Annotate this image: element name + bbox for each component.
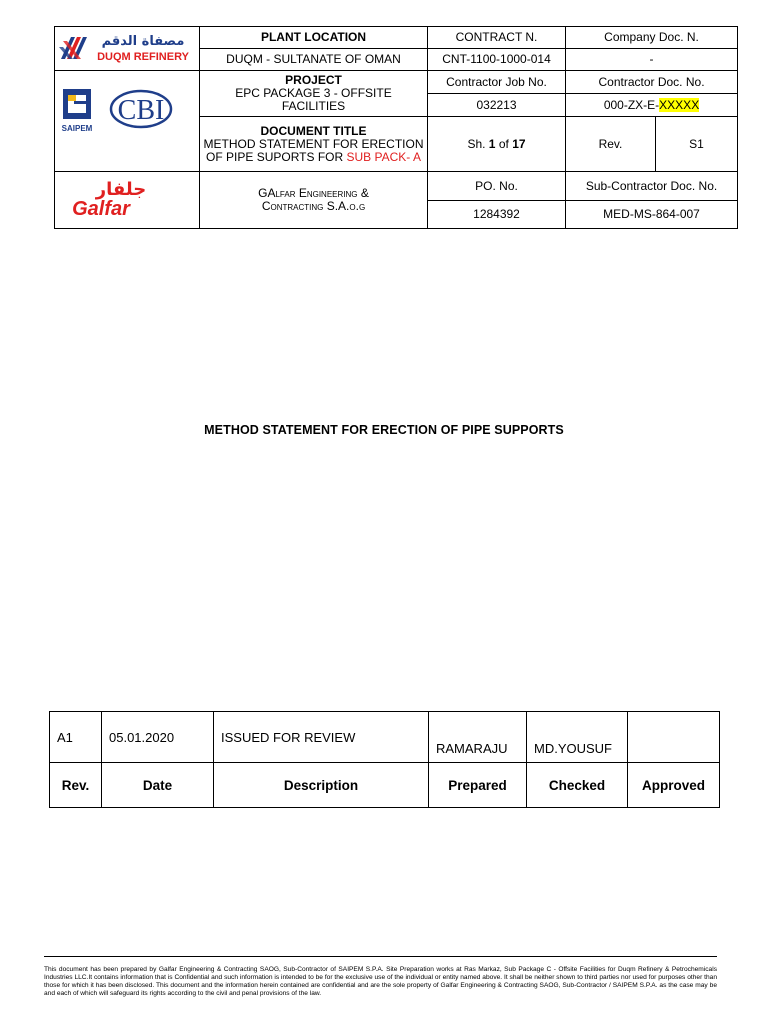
project-cell bbox=[200, 71, 428, 117]
contractor-job-label: Contractor Job No. bbox=[428, 71, 566, 94]
cbi-logo-icon bbox=[111, 91, 171, 127]
revision-rev: A1 bbox=[50, 712, 102, 763]
subcontractor-name-line2: Contracting S.A.o.g bbox=[261, 199, 366, 213]
plant-location-label-cell bbox=[200, 27, 428, 49]
revision-description: ISSUED FOR REVIEW bbox=[214, 712, 429, 763]
company-doc-label: Company Doc. N. bbox=[566, 27, 738, 49]
contract-value: CNT-1100-1000-014 bbox=[428, 49, 566, 71]
subcontractor-name-line1: GAlfar Engineering & bbox=[258, 186, 369, 200]
revision-header-approved: Approved bbox=[628, 763, 720, 808]
saipem-cbi-logo-cell bbox=[55, 71, 200, 172]
subcontractor-doc-value: MED-MS-864-007 bbox=[566, 201, 738, 229]
plant-location-label: PLANT LOCATION bbox=[260, 30, 367, 44]
saipem-cbi-logo bbox=[57, 75, 197, 165]
revision-prepared: RAMARAJU bbox=[429, 712, 527, 763]
revision-header-checked: Checked bbox=[527, 763, 628, 808]
galfar-logo-text: Galfar bbox=[72, 197, 130, 220]
subcontractor-name-cell bbox=[200, 172, 428, 229]
sheet-of: of bbox=[498, 136, 509, 151]
revision-header-date: Date bbox=[102, 763, 214, 808]
sheet-prefix: Sh. bbox=[467, 136, 486, 151]
po-label: PO. No. bbox=[428, 172, 566, 201]
header-table bbox=[54, 26, 738, 229]
footer-divider bbox=[44, 956, 717, 957]
cbi-text: CBI bbox=[117, 94, 165, 126]
contract-label: CONTRACT N. bbox=[428, 27, 566, 49]
subcontractor-doc-label: Sub-Contractor Doc. No. bbox=[566, 172, 738, 201]
document-title-red: SUB PACK- A bbox=[346, 149, 421, 164]
sheet-number: 1 bbox=[488, 136, 496, 151]
rev-label: Rev. bbox=[566, 117, 656, 172]
company-doc-value: - bbox=[566, 49, 738, 71]
plant-location-value: DUQM - SULTANATE OF OMAN bbox=[200, 49, 428, 71]
revision-header-description: Description bbox=[214, 763, 429, 808]
duqm-arabic-text: مصفاة الدقم bbox=[101, 34, 185, 49]
galfar-logo-cell bbox=[55, 172, 200, 229]
saipem-icon bbox=[63, 89, 91, 119]
revision-approved bbox=[628, 712, 720, 763]
duqm-logo-cell bbox=[55, 27, 200, 71]
galfar-arabic-text: جلفار bbox=[95, 178, 147, 200]
revision-table bbox=[49, 711, 720, 808]
revision-header-rev: Rev. bbox=[50, 763, 102, 808]
document-title-label: DOCUMENT TITLE bbox=[260, 123, 367, 138]
saipem-text: SAIPEM bbox=[61, 123, 93, 133]
contractor-doc-value-cell bbox=[566, 94, 738, 117]
po-value: 1284392 bbox=[428, 201, 566, 229]
contractor-doc-label: Contractor Doc. No. bbox=[566, 71, 738, 94]
sheet-cell bbox=[428, 117, 566, 172]
revision-header-row bbox=[50, 763, 720, 808]
rev-value: S1 bbox=[656, 117, 738, 172]
document-title-value: METHOD STATEMENT FOR ERECTION OF PIPE SUPORTS FOR bbox=[203, 136, 424, 164]
contractor-doc-prefix: 000-ZX-E- bbox=[603, 97, 660, 112]
duqm-logo-text: DUQM REFINERY bbox=[97, 51, 189, 63]
duqm-emblem-icon bbox=[59, 37, 87, 59]
revision-date: 05.01.2020 bbox=[102, 712, 214, 763]
project-value: EPC PACKAGE 3 - OFFSITE FACILITIES bbox=[235, 86, 392, 113]
confidentiality-footer: This document has been prepared by Galfar Engineering & Contracting SAOG, Sub-Contractor of SAIPEM S.P.A. Site Preparation works at Ras Markaz, Sub Package C - Offsite Facilities for Duqm Refinery & Petrochemicals Industries LLC.It contains information that is Confidential and such information is intended to be for the exclusive use of the individual or entity named above. It shall be neither shown to third parties nor used for purposes other than those for which it has been disclosed. This document and the information herein contained are confidential and are the sole property of Galfar Engineering & Contracting SAOG, Sub-Contractor / SAIPEM S.P.A. as the case may be and each of which will safeguard its rights according to the civil and penal provisions of the law. bbox=[44, 966, 717, 997]
revision-header-prepared: Prepared bbox=[429, 763, 527, 808]
galfar-logo bbox=[57, 173, 197, 225]
sheet-total: 17 bbox=[512, 136, 526, 151]
revision-checked: MD.YOUSUF bbox=[527, 712, 628, 763]
main-document-title: METHOD STATEMENT FOR ERECTION OF PIPE SUPPORTS bbox=[204, 423, 564, 437]
duqm-refinery-logo bbox=[57, 27, 197, 67]
project-label: PROJECT bbox=[285, 73, 342, 87]
contractor-job-value: 032213 bbox=[428, 94, 566, 117]
contractor-doc-highlight: XXXXX bbox=[659, 97, 700, 112]
revision-row bbox=[50, 712, 720, 763]
document-title-cell bbox=[200, 117, 428, 172]
